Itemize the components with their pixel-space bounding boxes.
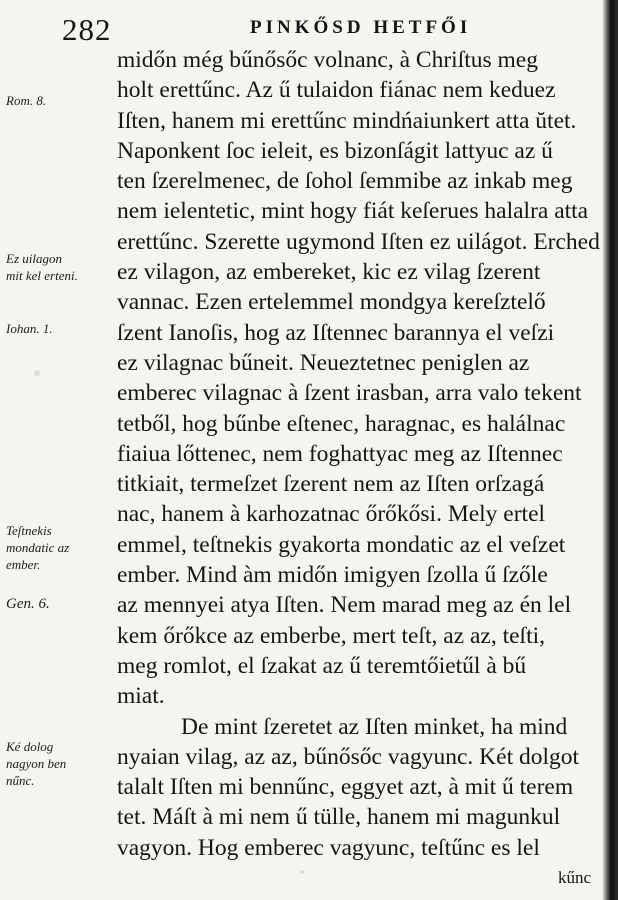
margin-note-line: Gen. 6. [6,596,50,612]
text-line: ember. Mind àm midőn imigyen ſzolla ű ſzőle [117,562,548,589]
text-line: az mennyei atya Iſten. Nem marad meg az én lel [117,592,572,619]
text-line: ten ſzerelmenec, de ſohol ſemmibe az inkab meg [117,168,573,195]
catchword: kűnc [557,868,591,888]
margin-note-iohan [6,320,110,337]
paper-smudge [34,370,40,376]
text-line: ſzent Ianoſis, hog az Iſtennec barannya el veſzi [117,319,555,346]
running-head: PINKŐSD HETFŐI [250,17,472,38]
text-line: emberec vilagnac à ſzent irasban, arra valo tekent [117,380,582,407]
margin-note-line: mondatic az [6,540,70,555]
margin-note-rom [6,92,110,109]
text-line: erettűnc. Szerette ugymond Iſten ez uilágot. Erched [117,228,600,255]
margin-note-ket-dolog [6,738,110,789]
text-line: nem ielentetic, mint hogy fiát keſerues halalra atta [117,198,589,225]
margin-note-line: Teſtnekis [6,523,52,538]
paper-smudge [300,870,304,874]
text-line: nyaian vilag, az az, bűnősőc vagyunc. Két dolgot [117,743,580,770]
margin-note-line: mit kel erteni. [6,268,78,283]
book-spine-shadow [602,0,618,900]
margin-note-line: Ké dolog [6,739,54,754]
page-header [0,10,618,46]
text-line: midőn még bűnősőc volnanc, à Chriſtus meg [117,47,538,73]
text-line: titkiait, termeſzet ſzerent nem az Iſten orſzagá [117,471,545,498]
margin-note-line: Rom. 8. [6,93,47,108]
margin-note-line: nűnc. [6,773,35,788]
text-line: vannac. Ezen ertelemmel mondgya kereſztelő [117,289,546,316]
margin-note-line: nagyon ben [6,756,67,771]
text-line: miat. [117,683,165,710]
paragraph-start-line: De mint ſzeretet az Iſten minket, ha mind [181,713,568,740]
text-line: vagyon. Hog emberec vagyunc, teſtűnc es lel [117,834,540,861]
text-line: emmel, teſtnekis gyakorta mondatic az el veſzet [117,531,566,558]
margin-note-line: ember. [6,557,41,572]
text-line: kem őrőkce az emberbe, mert teſt, az az, teſti, [117,622,546,649]
margin-note-gen [6,596,110,613]
margin-note-line: Iohan. 1. [6,321,53,336]
text-line: Iſten, hanem mi erettűnc mindńaiunkert atta ŭtet. [117,107,577,134]
text-line: fiaiua lőttenec, nem foghattyac meg az Iſtennec [117,440,563,467]
text-line: holt erettűnc. Az ű tulaidon fiánac nem keduez [117,77,556,104]
body-text [117,45,601,893]
page-number: 282 [62,12,112,47]
text-line: tet. Máſt à mi nem ű tülle, hanem mi magunkul [117,804,561,831]
text-line: Naponkent ſoc ieleit, es bizonſágit lattyuc az ű [117,137,553,164]
text-line: meg romlot, el ſzakat az ű teremtőietűl à bű [117,652,527,679]
margin-note-ez-uilagon [6,250,110,284]
text-line: tetből, hog bűnbe eſtenec, haragnac, es halálnac [117,410,566,437]
text-line: ez vilagon, az embereket, kic ez vilag ſzerent [117,259,541,286]
margin-note-line: Ez uilagon [6,251,62,266]
text-line: talalt Iſten mi bennűnc, eggyet azt, à mit ű terem [117,774,574,801]
text-line: ez vilagnac bűneit. Neueztetnec peniglen az [117,349,530,376]
margin-note-testnekis [6,522,110,573]
text-line: nac, hanem à karhozatnac őrőkősi. Mely ertel [117,501,546,528]
